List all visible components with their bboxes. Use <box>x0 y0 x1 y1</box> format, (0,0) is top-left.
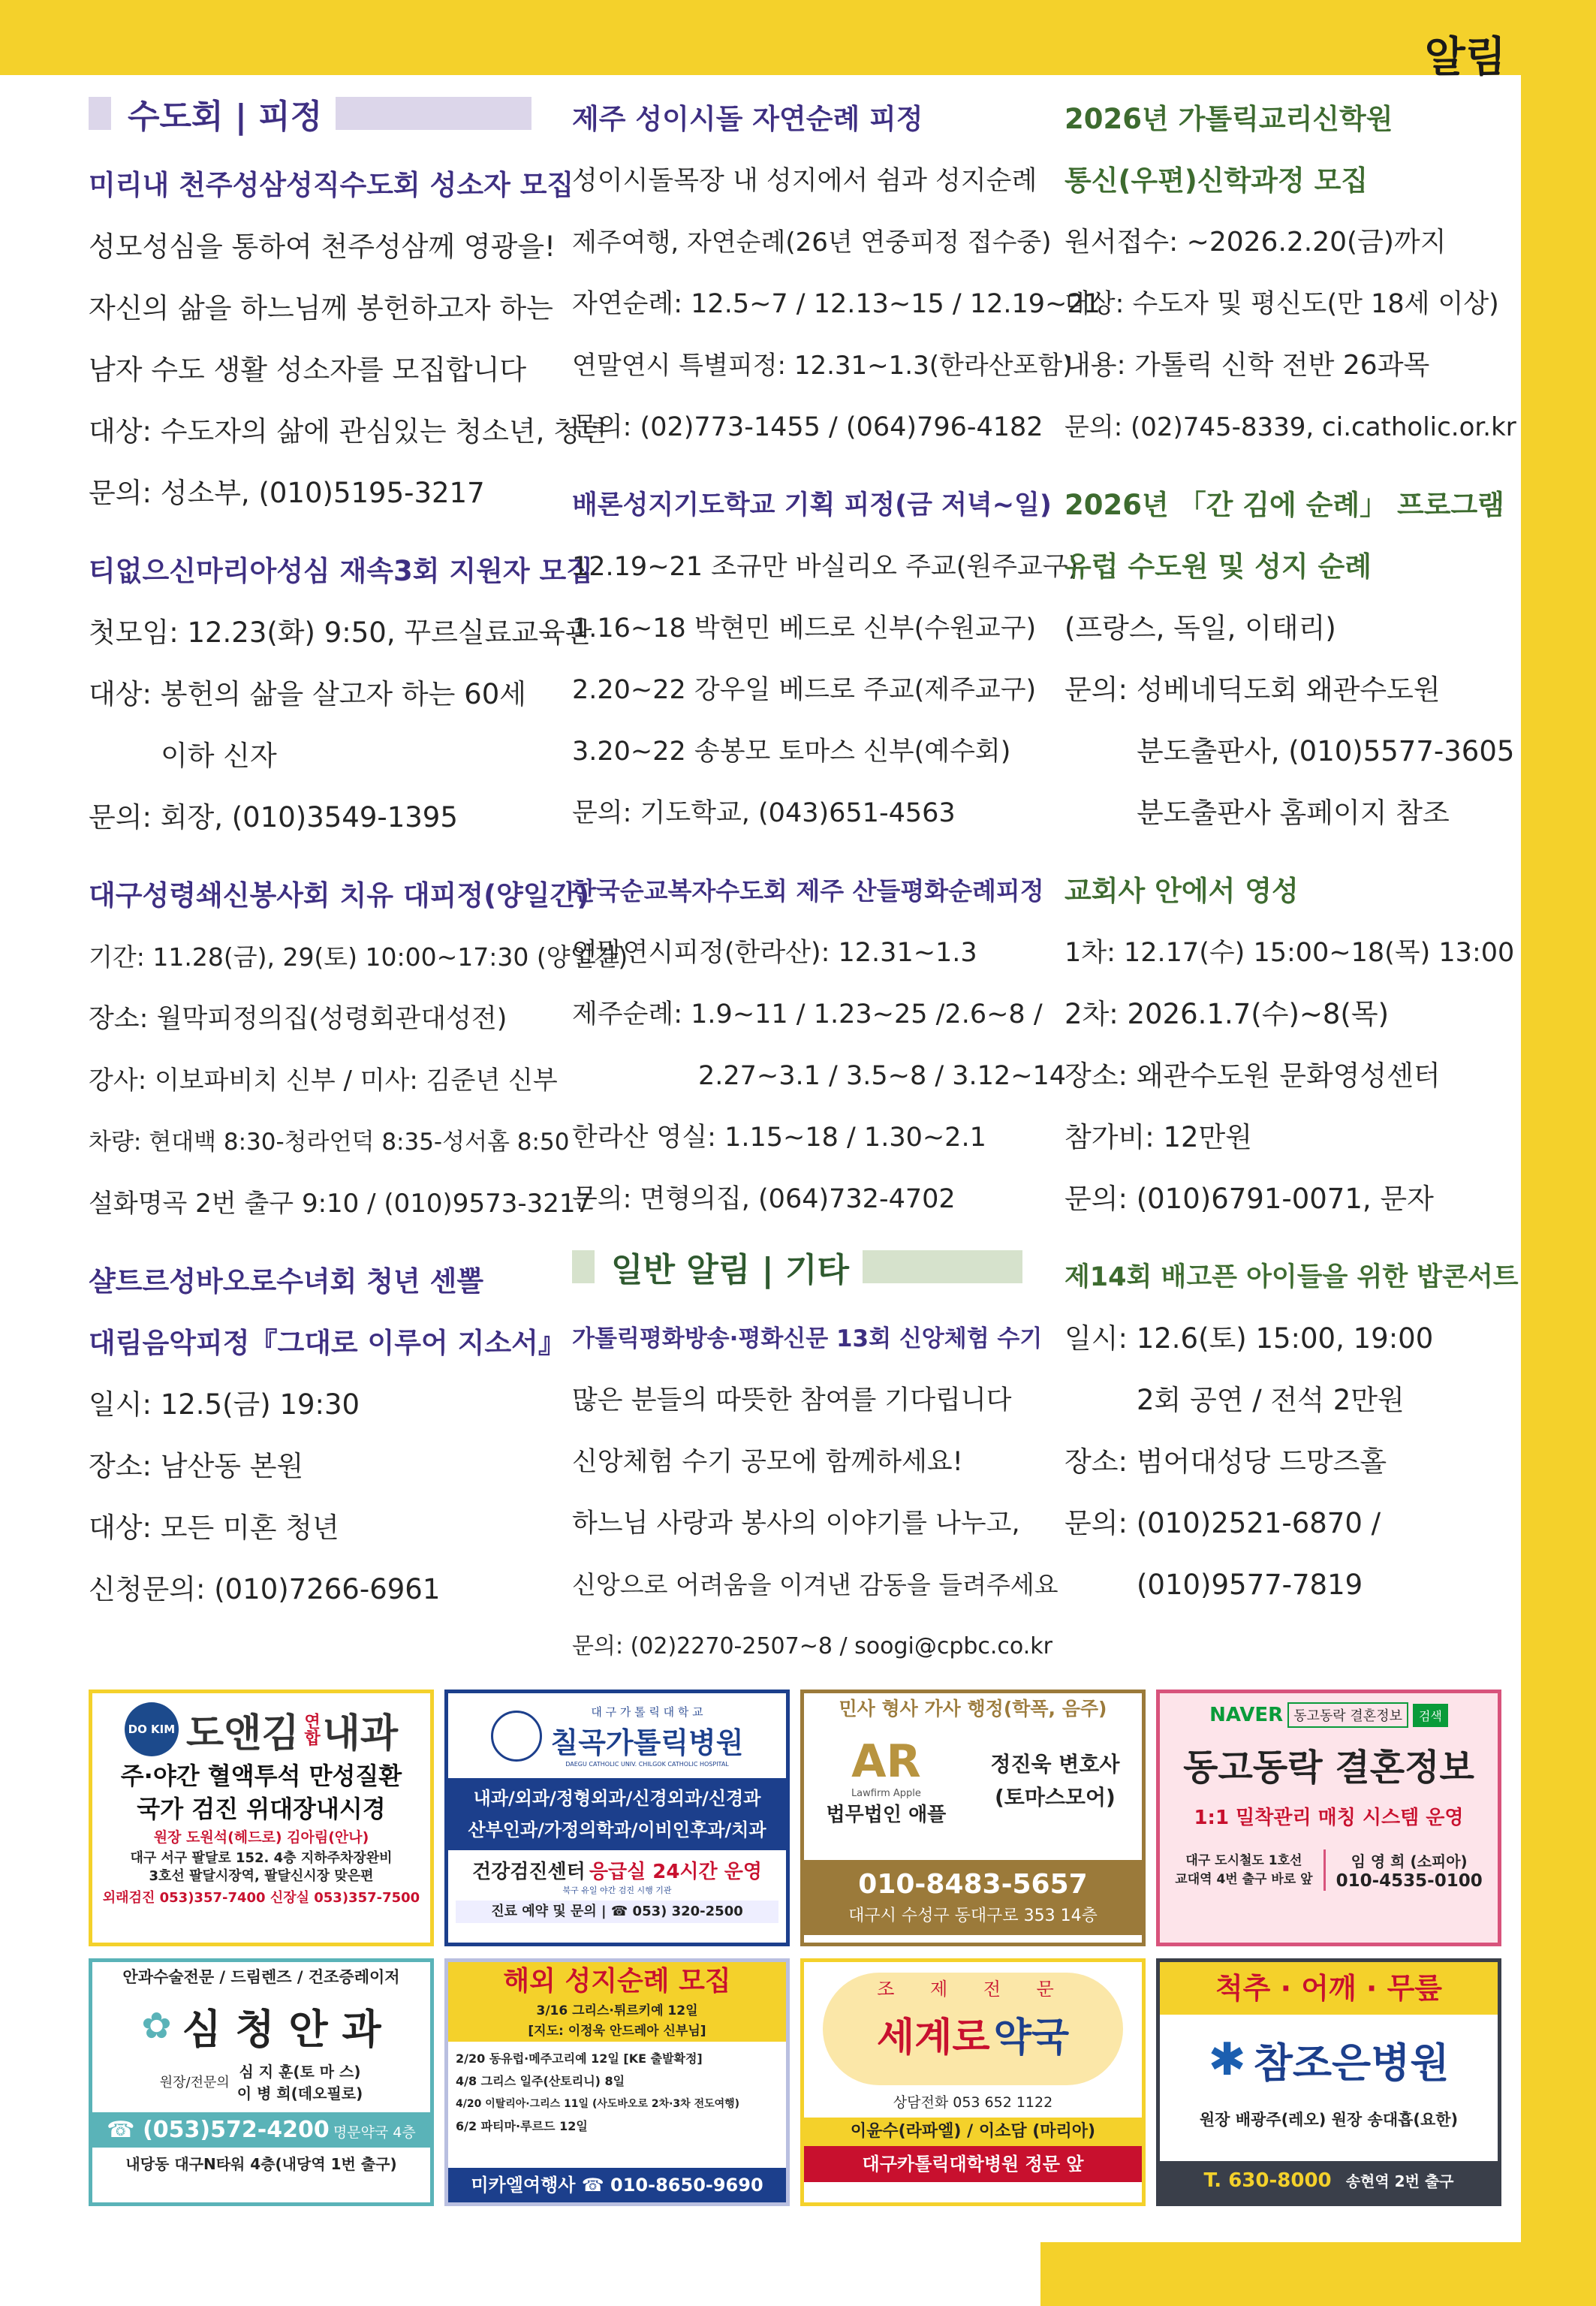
notice-line: 일시: 12.6(토) 15:00, 19:00 <box>1065 1322 1434 1355</box>
section-marker <box>572 1250 595 1283</box>
column-3 <box>1065 89 1519 1616</box>
column-2 <box>572 89 1101 1678</box>
notice-title: 배론성지기도학교 기획 피정(금 저녁~일) <box>572 490 1052 520</box>
ad-line: 이윤수(라파엘) / 이소담 (마리아) <box>804 2118 1142 2146</box>
ad-phone: 미카엘여행사 ☎ 010-8650-9690 <box>448 2168 786 2202</box>
ad-line: (토마스모어) <box>994 1785 1116 1810</box>
notice-line: 연말연시 특별피정: 12.31~1.3(한라산포함) <box>572 351 1073 381</box>
ad-law-firm[interactable] <box>800 1690 1146 1946</box>
notice-line: 신앙으로 어려움을 이겨낸 감동을 들려주세요 <box>572 1570 1058 1599</box>
ad-line: 원장 배광주(레오) 원장 송대흡(요한) <box>1199 2111 1459 2129</box>
notice-title: 2026년 「간 김에 순례」 프로그램 <box>1065 489 1504 521</box>
notice-title: 제주 성이시돌 자연순례 피정 <box>572 103 923 135</box>
ad-line: 대구 도시철도 1호선 <box>1185 1853 1302 1868</box>
notice-line: 원서접수: ~2026.2.20(금)까지 <box>1065 227 1447 258</box>
notice-title: 유럽 수도원 및 성지 순례 <box>1065 550 1372 583</box>
notice-line: 기간: 11.28(금), 29(토) 10:00~17:30 (양일간) <box>89 942 628 972</box>
ad-line: 임 영 희 (소피아) <box>1351 1852 1468 1870</box>
notice-line: 첫모임: 12.23(화) 9:50, 꾸르실료교육관 <box>89 616 592 649</box>
notice-line: 문의: (02)773-1455 / (064)796-4182 <box>572 412 1043 442</box>
ad-internal-clinic[interactable] <box>89 1690 434 1946</box>
section-header-retreat <box>89 92 531 135</box>
section-title: 일반 알림 | 기타 <box>611 1251 850 1289</box>
notice-line: 강사: 이보파비치 신부 / 미사: 김준년 신부 <box>89 1066 558 1096</box>
notice-line: 문의: (02)745-8339, ci.catholic.or.kr <box>1065 412 1516 442</box>
ad-line: 내과/외과/정형외과/신경외과/신경과 <box>473 1788 761 1809</box>
ad-line: 건강검진센터 <box>472 1861 586 1883</box>
ad-title: 척추 · 어깨 · 무릎 <box>1160 1962 1498 2015</box>
pharmacy-name: 세계로 <box>876 2015 990 2060</box>
trip-item: 4/20 이탈리아·그리스 11일 (사도바오로 2차·3차 전도여행) <box>456 2098 740 2110</box>
ad-line: 1:1 밀착관리 매칭 시스템 운영 <box>1194 1807 1464 1829</box>
page-label: 알림 <box>1424 33 1506 82</box>
section-header-general <box>572 1245 1022 1289</box>
ad-line: 민사 형사 가사 행정(학폭, 음주) <box>839 1698 1107 1720</box>
notice-line: 분도출판사, (010)5577-3605 <box>1137 735 1515 767</box>
ad-line: 국가 검진 위대장내시경 <box>137 1795 386 1823</box>
notice-line: 문의: 기도학교, (043)651-4563 <box>572 798 956 828</box>
ad-line: Lawfirm Apple <box>851 1788 921 1799</box>
naver-logo: NAVER <box>1209 1704 1284 1726</box>
ad-line: 원장 도원석(헤드로) 김아림(안나) <box>153 1829 369 1846</box>
clinic-logo: DO KIM <box>125 1702 179 1756</box>
notice-line: 장소: 왜관수도원 문화영성센터 <box>1065 1060 1441 1092</box>
ad-line: 송현역 2번 출구 <box>1345 2172 1454 2190</box>
notice-title: 대구성령쇄신봉사회 치유 대피정(양일간) <box>89 879 590 912</box>
ad-catholic-hospital[interactable] <box>444 1690 790 1946</box>
ad-phone: ☎ (053)572-4200 <box>107 2117 330 2143</box>
notice-line: 대상: 봉헌의 삶을 살고자 하는 60세 <box>89 678 526 710</box>
hospital-name: 칠곡가톨릭병원 <box>550 1726 744 1759</box>
notice-line: 3.20~22 송봉모 토마스 신부(예수회) <box>572 737 1011 767</box>
ad-phone: 상담전화 053 652 1122 <box>893 2094 1053 2111</box>
agency-name: 동고동락 결혼정보 <box>1183 1747 1474 1789</box>
ad-hospital-spine[interactable] <box>1156 1958 1501 2206</box>
notice-line: 참가비: 12만원 <box>1065 1121 1253 1153</box>
notice-line: 연말연시피정(한라산): 12.31~1.3 <box>572 938 977 968</box>
notice-line: 남자 수도 생활 성소자를 모집합니다 <box>89 354 527 386</box>
ad-line: 정진욱 변호사 <box>990 1752 1120 1777</box>
notice-line: 내용: 가톨릭 신학 전반 26과목 <box>1065 350 1430 381</box>
ad-line: 대구시 수성구 동대구로 353 14층 <box>848 1907 1098 1925</box>
ad-line: 심 지 훈(토 마 스) <box>239 2063 361 2081</box>
right-color-band <box>1521 0 1596 2306</box>
ad-line: 주·야간 혈액투석 만성질환 <box>120 1762 402 1790</box>
ad-line: 대구 서구 팔달로 152. 4층 지하주차장완비 <box>130 1850 393 1866</box>
ad-line: 내당동 대구N타워 4층(내당역 1번 출구) <box>125 2155 397 2173</box>
ad-line: 명문약국 4층 <box>333 2124 416 2141</box>
notice-line: 신청문의: (010)7266-6961 <box>89 1573 441 1605</box>
notice-line: 신앙체험 수기 공모에 함께하세요! <box>572 1447 963 1477</box>
pharmacy-name-suffix: 약국 <box>993 2015 1070 2060</box>
notice-line: 대상: 수도자 및 평신도(만 18세 이상) <box>1065 289 1499 319</box>
trip-item: 6/2 파티마·루르드 12일 <box>456 2119 588 2133</box>
notice-line: 장소: 범어대성당 드망즈홀 <box>1065 1445 1387 1478</box>
ad-line: 산부인과/가정의학과/이비인후과/치과 <box>468 1819 766 1840</box>
ad-phone: 010-4535-0100 <box>1336 1871 1483 1891</box>
clinic-name: 심 청 안 과 <box>182 2005 381 2053</box>
ad-phone: T. 630-8000 <box>1203 2169 1332 2192</box>
notice-line: (010)9577-7819 <box>1137 1569 1363 1601</box>
law-firm-name: 법무법인 애플 <box>826 1804 947 1826</box>
search-input: 동고동락 결혼정보 <box>1287 1702 1408 1728</box>
notice-title: 미리내 천주성삼성직수도회 성소자 모집 <box>89 169 574 201</box>
notice-line: 제주순례: 1.9~11 / 1.23~25 /2.6~8 / <box>572 999 1043 1029</box>
clinic-name: 도앤김 <box>185 1711 300 1756</box>
notice-title: 가톨릭평화방송·평화신문 13회 신앙체험 수기 <box>572 1325 1043 1352</box>
notice-line: 문의: 성베네딕도회 왜관수도원 <box>1065 674 1441 706</box>
ad-line: 원장/전문의 <box>159 2075 230 2090</box>
notice-title: 티없으신마리아성심 재속3회 지원자 모집 <box>89 555 594 587</box>
trip-item: 4/8 그리스 일주(산토리니) 8일 <box>456 2074 625 2088</box>
ad-line: 안과수술전문 / 드림렌즈 / 건조증레이저 <box>122 1968 400 1986</box>
ad-line: 3호선 팔달시장역, 팔달신시장 맞은편 <box>149 1868 374 1884</box>
clinic-name-mark: 연합 <box>301 1713 321 1746</box>
notice-line: 장소: 남산동 본원 <box>89 1450 304 1482</box>
ad-line: 북구 유일 야간 검진 시행 기관 <box>562 1885 672 1895</box>
top-color-band <box>0 0 1596 75</box>
notice-line: 차량: 현대백 8:30-청라언덕 8:35-성서홈 8:50 <box>89 1129 570 1156</box>
notice-title: 제14회 배고픈 아이들을 위한 밥콘서트 <box>1065 1262 1519 1292</box>
notice-line: 이하 신자 <box>161 740 277 772</box>
notice-line: 문의: 성소부, (010)5195-3217 <box>89 477 485 509</box>
ad-line: 진료 예약 및 문의 | ☎ 053) 320-2500 <box>456 1901 778 1923</box>
notice-line: 2차: 2026.1.7(수)~8(목) <box>1065 998 1390 1030</box>
notice-line: 2.20~22 강우일 베드로 주교(제주교구) <box>572 675 1037 705</box>
ad-line: 3/16 그리스·튀르키예 12일 <box>536 2003 698 2018</box>
notice-line: 분도출판사 홈페이지 참조 <box>1137 797 1450 829</box>
column-1 <box>89 89 628 1620</box>
notice-title: 교회사 안에서 영성 <box>1065 875 1299 907</box>
ad-pharmacy[interactable] <box>800 1958 1146 2206</box>
notice-line: 2.27~3.1 / 3.5~8 / 3.12~14 <box>698 1061 1067 1091</box>
notice-line: 성모성심을 통하여 천주성삼께 영광을! <box>89 231 556 263</box>
notice-line: 장소: 월막피정의집(성령회관대성전) <box>89 1004 507 1034</box>
notice-line: 2회 공연 / 전석 2만원 <box>1137 1384 1405 1416</box>
notice-line: 문의: 면형의집, (064)732-4702 <box>572 1184 956 1214</box>
ad-line: [지도: 이정욱 안드레아 신부님] <box>528 2024 706 2039</box>
trip-item: 2/20 동유럽·메주고리예 12일 [KE 출발확정] <box>456 2051 703 2066</box>
notice-title: 대림음악피정『그대로 이루어 지소서』 <box>89 1327 566 1359</box>
notice-line: 1차: 12.17(수) 15:00~18(목) 13:00 <box>1065 938 1515 968</box>
section-title: 수도회 | 피정 <box>128 98 323 136</box>
notice-line: 대상: 수도자의 삶에 관심있는 청소년, 청년 <box>89 415 607 448</box>
ad-marriage-agency[interactable] <box>1156 1690 1501 1946</box>
notice-line: 하느님 사랑과 봉사의 이야기를 나누고, <box>572 1509 1020 1539</box>
notice-line: 문의: (010)2521-6870 / <box>1065 1507 1381 1539</box>
lotus-icon: ✿ <box>141 2005 172 2047</box>
ad-line: 교대역 4번 출구 바로 앞 <box>1175 1872 1313 1887</box>
notice-line: 대상: 모든 미혼 청년 <box>89 1512 339 1544</box>
notice-line: 많은 분들의 따뜻한 참여를 기다립니다 <box>572 1385 1012 1415</box>
notice-title: 통신(우편)신학과정 모집 <box>1065 164 1369 197</box>
section-rule <box>336 97 531 130</box>
clinic-name-suffix: 내과 <box>322 1711 399 1756</box>
law-firm-logo-icon: AR <box>851 1735 921 1788</box>
section-marker <box>89 97 111 130</box>
notice-line: (프랑스, 독일, 이태리) <box>1065 612 1336 644</box>
search-button: 검색 <box>1413 1704 1448 1727</box>
ad-line: 조 제 전 문 <box>877 1979 1069 2000</box>
ad-line: 외래검진 053)357-7400 신장실 053)357-7500 <box>102 1890 420 1906</box>
ad-title: 해외 성지순례 모집 <box>503 1966 731 1997</box>
notice-line: 문의: (010)6791-0071, 문자 <box>1065 1183 1434 1215</box>
notice-title: 샬트르성바오로수녀회 청년 센뽈 <box>89 1265 484 1298</box>
notice-line: 12.19~21 조규만 바실리오 주교(원주교구) <box>572 552 1079 582</box>
ad-line: 응급실 24시간 운영 <box>589 1861 762 1883</box>
ad-pilgrimage[interactable] <box>444 1958 790 2206</box>
hospital-name-english: DAEGU CATHOLIC UNIV. CHILGOK CATHOLIC HOSPITAL <box>565 1761 729 1768</box>
notice-line: 1.16~18 박현민 베드로 신부(수원교구) <box>572 613 1037 644</box>
ad-line: 대구카톨릭대학병원 정문 앞 <box>804 2146 1142 2182</box>
section-rule <box>863 1250 1022 1283</box>
notice-line: 자신의 삶을 하느님께 봉헌하고자 하는 <box>89 292 553 324</box>
ad-eye-clinic[interactable] <box>89 1958 434 2206</box>
notice-title: 한국순교복자수도회 제주 산들평화순례피정 <box>572 876 1044 906</box>
hospital-subtitle: 대 구 가 톨 릭 대 학 교 <box>591 1705 703 1719</box>
bottom-color-band <box>1040 2242 1596 2306</box>
hospital-logo-icon: ✱ <box>1208 2033 1246 2086</box>
notice-line: 한라산 영실: 1.15~18 / 1.30~2.1 <box>572 1123 986 1153</box>
notice-line: 설화명곡 2번 출구 9:10 / (010)9573-3217 <box>89 1189 592 1219</box>
ad-line: 이 병 희(데오필로) <box>236 2084 363 2103</box>
notice-title: 2026년 가톨릭교리신학원 <box>1065 103 1393 135</box>
notice-line: 제주여행, 자연순례(26년 연중피정 접수중) <box>572 228 1052 258</box>
hospital-name: 참조은병원 <box>1253 2039 1450 2087</box>
notice-line: 자연순례: 12.5~7 / 12.13~15 / 12.19~21 <box>572 289 1101 319</box>
hospital-logo <box>491 1711 542 1762</box>
notice-line: 일시: 12.5(금) 19:30 <box>89 1388 360 1421</box>
notice-line: 문의: 회장, (010)3549-1395 <box>89 801 458 833</box>
ad-phone: 010-8483-5657 <box>858 1869 1088 1900</box>
notice-line: 문의: (02)2270-2507~8 / soogi@cpbc.co.kr <box>572 1633 1053 1659</box>
notice-line: 성이시돌목장 내 성지에서 쉼과 성지순례 <box>572 166 1037 196</box>
